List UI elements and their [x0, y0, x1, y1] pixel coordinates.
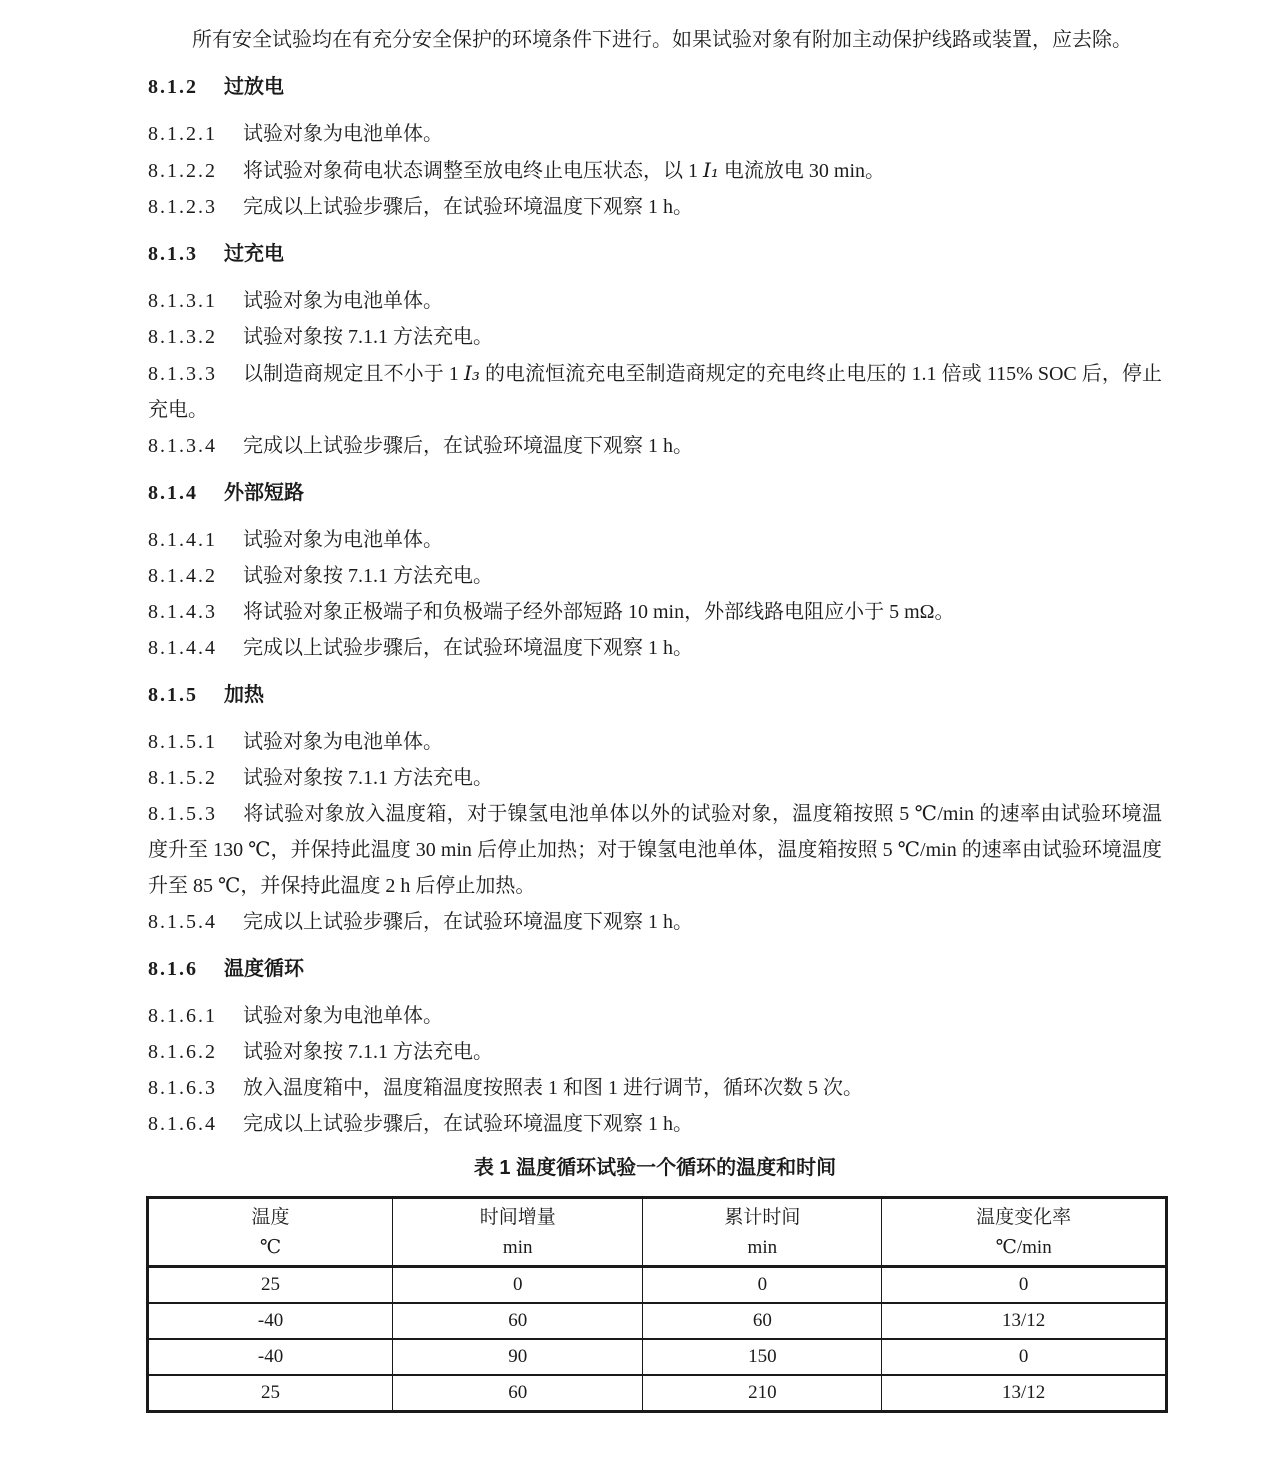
item-number: 8.1.4.4 — [148, 637, 217, 659]
table-cell: 60 — [643, 1303, 882, 1339]
clause-item — [148, 355, 1162, 428]
item-text: 试验对象为电池单体。 — [243, 529, 443, 551]
item-text: 试验对象为电池单体。 — [243, 290, 443, 312]
item-number: 8.1.6.4 — [148, 1113, 217, 1135]
item-number: 8.1.2.3 — [148, 196, 217, 218]
item-number: 8.1.4.1 — [148, 529, 217, 551]
item-text: 完成以上试验步骤后，在试验环境温度下观察 1 h。 — [243, 1113, 693, 1135]
table-cell: 90 — [393, 1339, 643, 1375]
table-cell: 150 — [643, 1339, 882, 1375]
item-number: 8.1.5.1 — [148, 731, 217, 753]
clause-item — [148, 319, 1162, 355]
item-text: 电流放电 30 min。 — [718, 160, 886, 182]
item-text: 以制造商规定且不小于 1 — [243, 363, 464, 385]
table-cell: -40 — [148, 1303, 393, 1339]
clause-item — [148, 283, 1162, 319]
clause-item — [148, 1106, 1162, 1142]
item-text: 试验对象为电池单体。 — [243, 1005, 443, 1027]
table-cell: -40 — [148, 1339, 393, 1375]
clause-number: 8.1.5 — [148, 684, 198, 706]
item-number: 8.1.3.2 — [148, 326, 217, 348]
item-text: 完成以上试验步骤后，在试验环境温度下观察 1 h。 — [243, 196, 693, 218]
item-text: 试验对象为电池单体。 — [243, 731, 443, 753]
item-text: 完成以上试验步骤后，在试验环境温度下观察 1 h。 — [243, 435, 693, 457]
item-text: 将试验对象荷电状态调整至放电终止电压状态，以 1 — [243, 160, 703, 182]
item-text: 将试验对象放入温度箱，对于镍氢电池单体以外的试验对象，温度箱按照 5 ℃/min 的速率由试验环境温度升至 130 ℃，并保持此温度 30 min 后停止加热；对于镍氢电池单体，温度箱按照 5 ℃/min 的速率由试验环境温度升至 85 ℃，并保持此温度 2 h 后停止加热。 — [148, 803, 1162, 897]
col-unit: min — [747, 1237, 778, 1258]
clause-item — [148, 724, 1162, 760]
clause-item — [148, 904, 1162, 940]
item-number: 8.1.6.3 — [148, 1077, 217, 1099]
clause-title: 加热 — [224, 684, 264, 706]
clause-title: 过放电 — [224, 76, 284, 98]
table-row — [148, 1267, 1167, 1304]
item-number: 8.1.6.1 — [148, 1005, 217, 1027]
table-cell: 25 — [148, 1375, 393, 1412]
item-text: 放入温度箱中，温度箱温度按照表 1 和图 1 进行调节，循环次数 5 次。 — [243, 1077, 863, 1099]
clause-heading-8-1-2 — [148, 69, 1162, 105]
table-caption: 表 1 温度循环试验一个循环的温度和时间 — [473, 1157, 837, 1179]
item-number: 8.1.3.1 — [148, 290, 217, 312]
item-text: 试验对象按 7.1.1 方法充电。 — [243, 326, 493, 348]
table-cell: 0 — [393, 1267, 643, 1304]
clause-number: 8.1.6 — [148, 958, 198, 980]
clause-title: 过充电 — [224, 243, 284, 265]
clause-item — [148, 116, 1162, 152]
clause-item — [148, 558, 1162, 594]
table-col-header-temperature — [148, 1198, 393, 1267]
intro-paragraph: 所有安全试验均在有充分安全保护的环境条件下进行。如果试验对象有附加主动保护线路或装置，应去除。 — [192, 29, 1132, 51]
temperature-cycle-table — [146, 1196, 1168, 1413]
item-text: 试验对象按 7.1.1 方法充电。 — [243, 767, 493, 789]
clause-title: 温度循环 — [224, 958, 304, 980]
item-text: 试验对象按 7.1.1 方法充电。 — [243, 1041, 493, 1063]
item-number: 8.1.4.3 — [148, 601, 217, 623]
clause-item — [148, 630, 1162, 666]
clause-number: 8.1.4 — [148, 482, 198, 504]
item-number: 8.1.5.2 — [148, 767, 217, 789]
item-number: 8.1.4.2 — [148, 565, 217, 587]
col-unit: min — [502, 1237, 533, 1258]
table-cell: 210 — [643, 1375, 882, 1412]
col-name: 时间增量 — [479, 1207, 556, 1228]
clause-heading-8-1-4 — [148, 475, 1162, 511]
table-row — [148, 1303, 1167, 1339]
clause-number: 8.1.3 — [148, 243, 198, 265]
col-unit: ℃ — [259, 1237, 282, 1258]
table-cell: 0 — [882, 1267, 1167, 1304]
item-text: 将试验对象正极端子和负极端子经外部短路 10 min，外部线路电阻应小于 5 mΩ。 — [243, 601, 955, 623]
clause-title: 外部短路 — [224, 482, 304, 504]
clause-heading-8-1-3 — [148, 236, 1162, 272]
item-number: 8.1.3.3 — [148, 363, 217, 385]
table-cell: 60 — [393, 1375, 643, 1412]
table-col-header-cumulative-time — [643, 1198, 882, 1267]
table-row — [148, 1339, 1167, 1375]
clause-item — [148, 522, 1162, 558]
clause-item — [148, 998, 1162, 1034]
table-cell: 0 — [643, 1267, 882, 1304]
item-text: 完成以上试验步骤后，在试验环境温度下观察 1 h。 — [243, 911, 693, 933]
item-text: 完成以上试验步骤后，在试验环境温度下观察 1 h。 — [243, 637, 693, 659]
clause-item — [148, 152, 1162, 189]
item-number: 8.1.5.3 — [148, 803, 217, 825]
col-name: 温度 — [251, 1207, 290, 1228]
current-symbol: I₁ — [703, 158, 719, 182]
item-number: 8.1.5.4 — [148, 911, 217, 933]
item-number: 8.1.6.2 — [148, 1041, 217, 1063]
clause-item — [148, 1070, 1162, 1106]
clause-heading-8-1-5 — [148, 677, 1162, 713]
clause-heading-8-1-6 — [148, 951, 1162, 987]
item-text: 试验对象为电池单体。 — [243, 123, 443, 145]
col-name: 温度变化率 — [976, 1207, 1072, 1228]
clause-item — [148, 760, 1162, 796]
table-row — [148, 1375, 1167, 1412]
clause-item — [148, 796, 1162, 904]
item-number: 8.1.3.4 — [148, 435, 217, 457]
item-number: 8.1.2.2 — [148, 160, 217, 182]
item-text: 的电流恒流充电至制造商规定的充电终止电压的 1.1 倍或 115% SOC 后，停止充电。 — [148, 363, 1163, 421]
clause-item — [148, 189, 1162, 225]
table-cell: 0 — [882, 1339, 1167, 1375]
table-cell: 25 — [148, 1267, 393, 1304]
table-cell: 13/12 — [882, 1303, 1167, 1339]
col-unit: ℃/min — [995, 1237, 1052, 1258]
table-header-row — [148, 1198, 1167, 1267]
table-cell: 60 — [393, 1303, 643, 1339]
clause-number: 8.1.2 — [148, 76, 198, 98]
table-col-header-temperature-rate — [882, 1198, 1167, 1267]
clause-item — [148, 428, 1162, 464]
item-text: 试验对象按 7.1.1 方法充电。 — [243, 565, 493, 587]
clause-item — [148, 1034, 1162, 1070]
table-col-header-time-increment — [393, 1198, 643, 1267]
current-symbol: I₃ — [463, 361, 480, 385]
table-cell: 13/12 — [882, 1375, 1167, 1412]
clause-item — [148, 594, 1162, 630]
col-name: 累计时间 — [724, 1207, 801, 1228]
item-number: 8.1.2.1 — [148, 123, 217, 145]
